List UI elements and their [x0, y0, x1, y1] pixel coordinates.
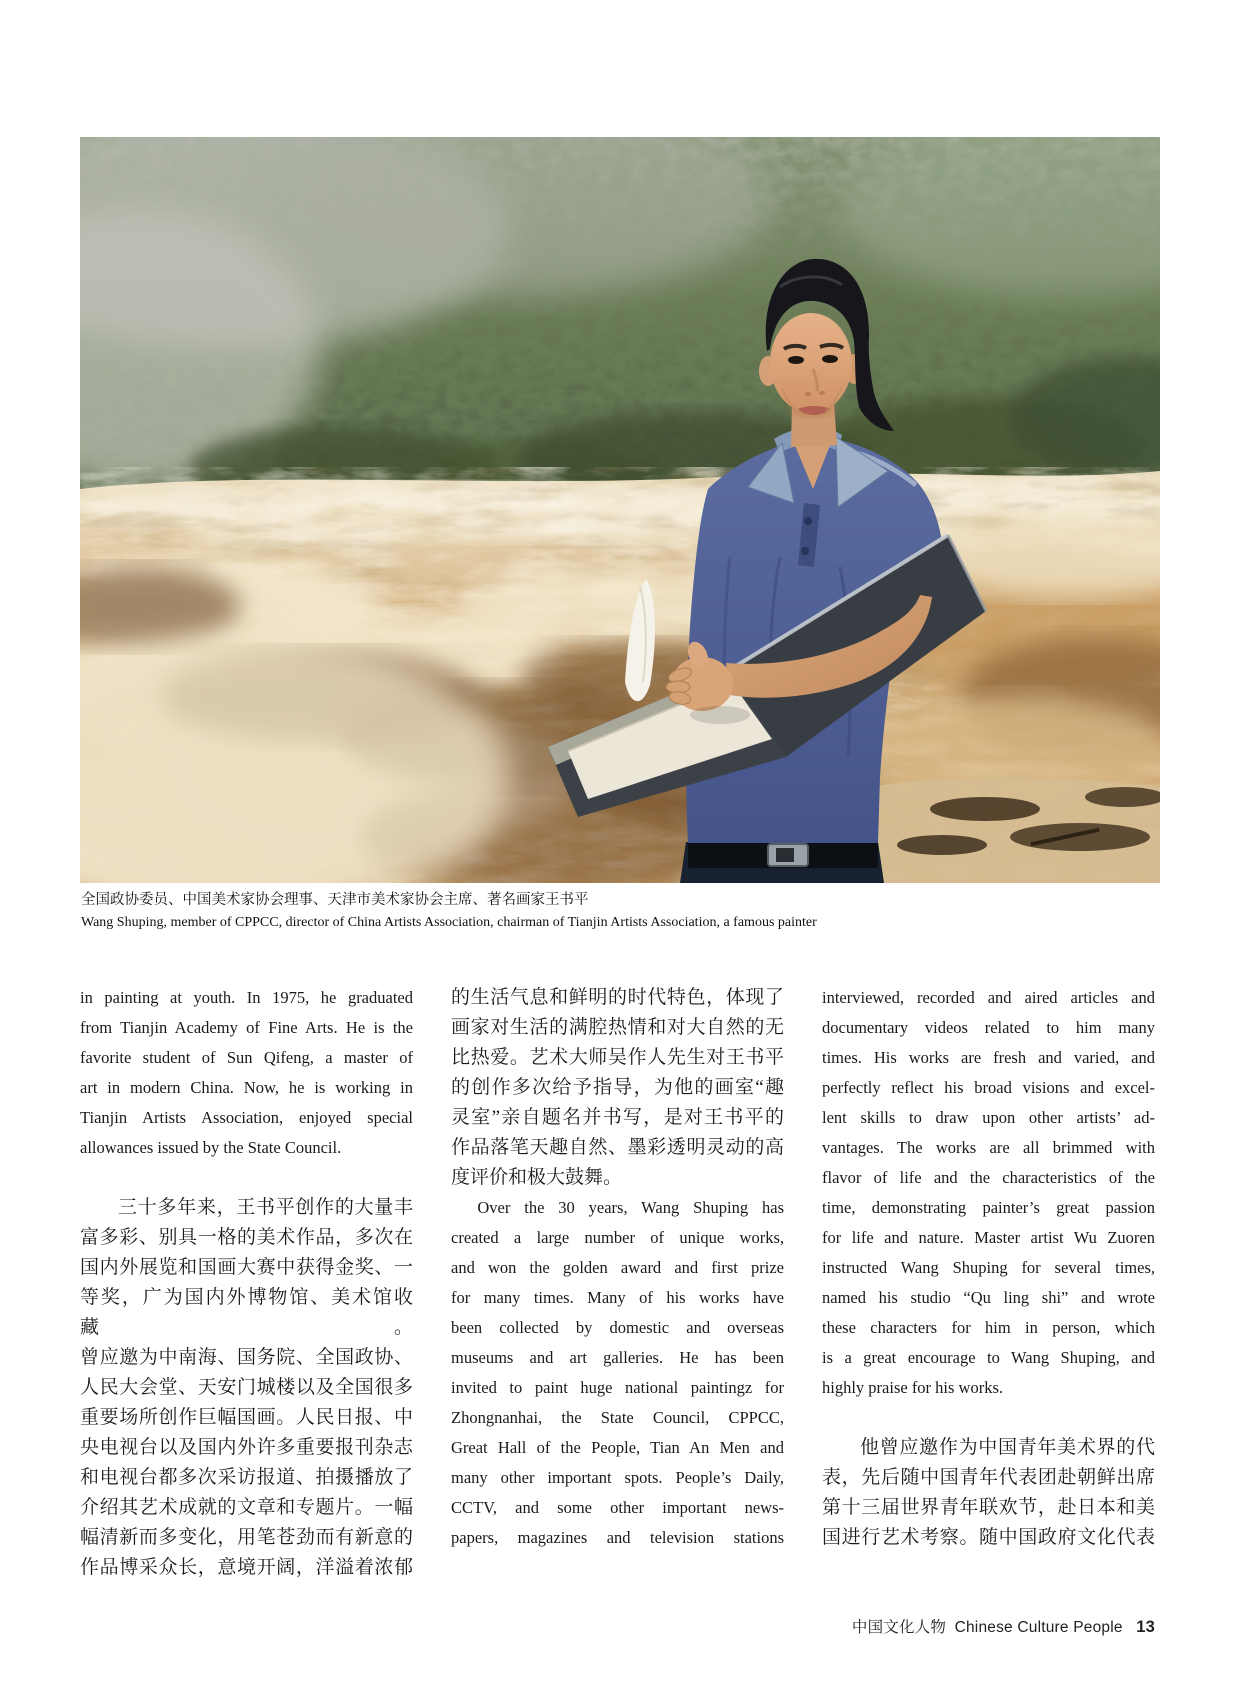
- text-column-1: [80, 983, 413, 1583]
- text-line: 介绍其艺术成就的文章和专题片。一幅: [80, 1497, 413, 1518]
- footer-section-title-zh: 中国文化人物: [851, 1619, 947, 1636]
- text-line: instructed Wang Shuping for several times,: [822, 1258, 1155, 1277]
- footer-section-title-en: Chinese Culture People: [954, 1619, 1123, 1636]
- text-line: art in modern China. Now, he is working in: [80, 1078, 413, 1097]
- text-line: 作品博采众长，意境开阔，洋溢着浓郁: [80, 1557, 413, 1578]
- text-column-3: [822, 983, 1155, 1583]
- text-line: 国进行艺术考察。随中国政府文化代表: [822, 1527, 1155, 1548]
- paragraph: [80, 983, 413, 1163]
- page-footer: [848, 1615, 1155, 1637]
- text-line: many other important spots. People’s Daily,: [451, 1468, 784, 1487]
- text-column-2: [451, 983, 784, 1583]
- text-line: CCTV, and some other important news-: [451, 1498, 784, 1517]
- text-line: and won the golden award and first prize: [451, 1258, 784, 1277]
- paragraph: [80, 1193, 413, 1583]
- photo-caption-english: Wang Shuping, member of CPPCC, director of China Artists Association, chairman of Tianjin Artists Association, a famous painter: [81, 915, 817, 930]
- text-line: allowances issued by the State Council.: [80, 1138, 342, 1157]
- paragraph: [822, 1433, 1155, 1553]
- text-line: 表，先后随中国青年代表团赴朝鲜出席: [822, 1467, 1155, 1488]
- text-line: been collected by domestic and overseas: [451, 1318, 784, 1337]
- text-line: named his studio “Qu ling shi” and wrote: [822, 1288, 1155, 1307]
- photo-wang-shuping: [80, 137, 1160, 883]
- paragraph: [451, 1193, 784, 1553]
- page-number: 13: [1136, 1618, 1155, 1636]
- text-line: 央电视台以及国内外许多重要报刊杂志: [80, 1437, 413, 1458]
- text-line: created a large number of unique works,: [451, 1228, 784, 1247]
- paragraph: [822, 983, 1155, 1403]
- photo-caption-chinese: 全国政协委员、中国美术家协会理事、天津市美术家协会主席、著名画家王书平: [81, 892, 589, 908]
- text-line: 幅清新而多变化，用笔苍劲而有新意的: [80, 1527, 413, 1548]
- text-line: interviewed, recorded and aired articles and: [822, 988, 1155, 1007]
- text-line: documentary videos related to him many: [822, 1018, 1155, 1037]
- paragraph: [451, 983, 784, 1193]
- text-line: Tianjin Artists Association, enjoyed special: [80, 1108, 413, 1127]
- article-body: [80, 983, 1155, 1583]
- text-line: time, demonstrating painter’s great passion: [822, 1198, 1155, 1217]
- text-line: for life and nature. Master artist Wu Zuoren: [822, 1228, 1155, 1247]
- text-line: 国内外展览和国画大赛中获得金奖、一: [80, 1257, 413, 1278]
- text-line: invited to paint huge national paintingz for: [451, 1378, 784, 1397]
- text-line: 度评价和极大鼓舞。: [451, 1167, 623, 1188]
- text-line: Great Hall of the People, Tian An Men and: [451, 1438, 784, 1457]
- text-line: these characters for him in person, which: [822, 1318, 1155, 1337]
- text-line: favorite student of Sun Qifeng, a master of: [80, 1048, 413, 1067]
- text-line: times. His works are fresh and varied, and: [822, 1048, 1155, 1067]
- text-line: 人民大会堂、天安门城楼以及全国很多: [80, 1377, 413, 1398]
- text-line: Zhongnanhai, the State Council, CPPCC,: [451, 1408, 784, 1427]
- text-line: 画家对生活的满腔热情和对大自然的无: [451, 1017, 784, 1038]
- text-line: 的创作多次给予指导，为他的画室“趣: [451, 1077, 784, 1098]
- text-line: 富多彩、别具一格的美术作品，多次在: [80, 1227, 413, 1248]
- text-line: 作品落笔天趣自然、墨彩透明灵动的高: [451, 1137, 784, 1158]
- text-line: is a great encourage to Wang Shuping, and: [822, 1348, 1155, 1367]
- text-line: 和电视台都多次采访报道、拍摄播放了: [80, 1467, 413, 1488]
- photo-illustration: [80, 137, 1160, 883]
- text-line: 等奖，广为国内外博物馆、美术馆收藏。: [80, 1287, 413, 1338]
- text-line: 曾应邀为中南海、国务院、全国政协、: [80, 1347, 413, 1368]
- text-line: 三十多年来，王书平创作的大量丰: [118, 1197, 413, 1218]
- text-line: museums and art galleries. He has been: [451, 1348, 784, 1367]
- text-line: flavor of life and the characteristics of the: [822, 1168, 1155, 1187]
- text-line: in painting at youth. In 1975, he graduated: [80, 988, 413, 1007]
- text-line: perfectly reflect his broad visions and excel-: [822, 1078, 1155, 1097]
- text-line: 灵室”亲自题名并书写，是对王书平的: [451, 1107, 784, 1128]
- text-line: 重要场所创作巨幅国画。人民日报、中: [80, 1407, 413, 1428]
- text-line: from Tianjin Academy of Fine Arts. He is the: [80, 1018, 413, 1037]
- text-line: 第十三届世界青年联欢节，赴日本和美: [822, 1497, 1155, 1518]
- text-line: Over the 30 years, Wang Shuping has: [477, 1198, 784, 1217]
- text-line: papers, magazines and television stations: [451, 1528, 784, 1547]
- text-line: vantages. The works are all brimmed with: [822, 1138, 1155, 1157]
- text-line: lent skills to draw upon other artists’ ad-: [822, 1108, 1155, 1127]
- text-line: for many times. Many of his works have: [451, 1288, 784, 1307]
- text-line: 的生活气息和鲜明的时代特色，体现了: [451, 987, 784, 1008]
- text-line: highly praise for his works.: [822, 1378, 1004, 1397]
- text-line: 比热爱。艺术大师吴作人先生对王书平: [451, 1047, 784, 1068]
- text-line: 他曾应邀作为中国青年美术界的代: [860, 1437, 1155, 1458]
